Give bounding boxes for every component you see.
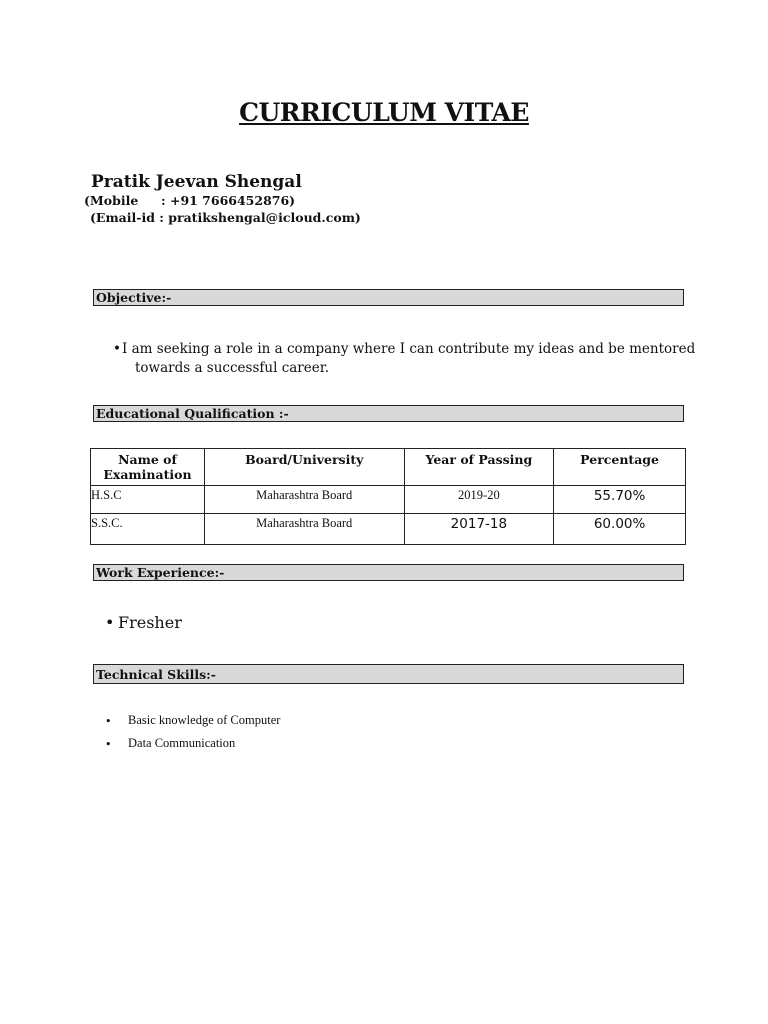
work-bullet: • — [105, 613, 115, 632]
cell-board: Maharashtra Board — [204, 486, 404, 514]
cell-percentage: 60.00% — [554, 514, 686, 545]
section-education: Educational Qualification :- — [93, 405, 684, 422]
cell-exam: H.S.C — [91, 486, 205, 514]
mobile-value: : +91 7666452876) — [161, 193, 296, 208]
table-row — [91, 514, 686, 545]
section-objective: Objective:- — [93, 289, 684, 306]
cell-board: Maharashtra Board — [204, 514, 404, 545]
header-board: Board/University — [204, 449, 404, 486]
skill-bullet: • — [105, 738, 112, 751]
header-percentage: Percentage — [554, 449, 686, 486]
email: (Email-id : pratikshengal@icloud.com) — [90, 210, 361, 225]
section-technical-skills: Technical Skills:- — [93, 664, 684, 684]
objective-line-2: towards a successful career. — [135, 360, 330, 376]
work-experience-text: Fresher — [118, 613, 182, 632]
section-work-experience: Work Experience:- — [93, 564, 684, 581]
cell-year: 2019-20 — [404, 486, 554, 514]
candidate-name: Pratik Jeevan Shengal — [91, 172, 302, 192]
skill-bullet: • — [105, 715, 112, 728]
cell-percentage: 55.70% — [554, 486, 686, 514]
page-title: CURRICULUM VITAE — [239, 98, 529, 127]
objective-line-1: I am seeking a role in a company where I can contribute my ideas and be mentored — [122, 341, 696, 357]
cell-year: 2017-18 — [404, 514, 554, 545]
skill-item: Data Communication — [128, 736, 236, 750]
header-year: Year of Passing — [404, 449, 554, 486]
mobile-label: (Mobile — [84, 193, 139, 208]
table-header-row — [91, 449, 686, 486]
objective-bullet: • — [113, 341, 121, 357]
education-table — [90, 448, 686, 545]
skill-item: Basic knowledge of Computer — [128, 713, 281, 727]
cell-exam: S.S.C. — [91, 514, 205, 545]
table-row — [91, 486, 686, 514]
header-exam: Name of Examination — [91, 449, 205, 486]
